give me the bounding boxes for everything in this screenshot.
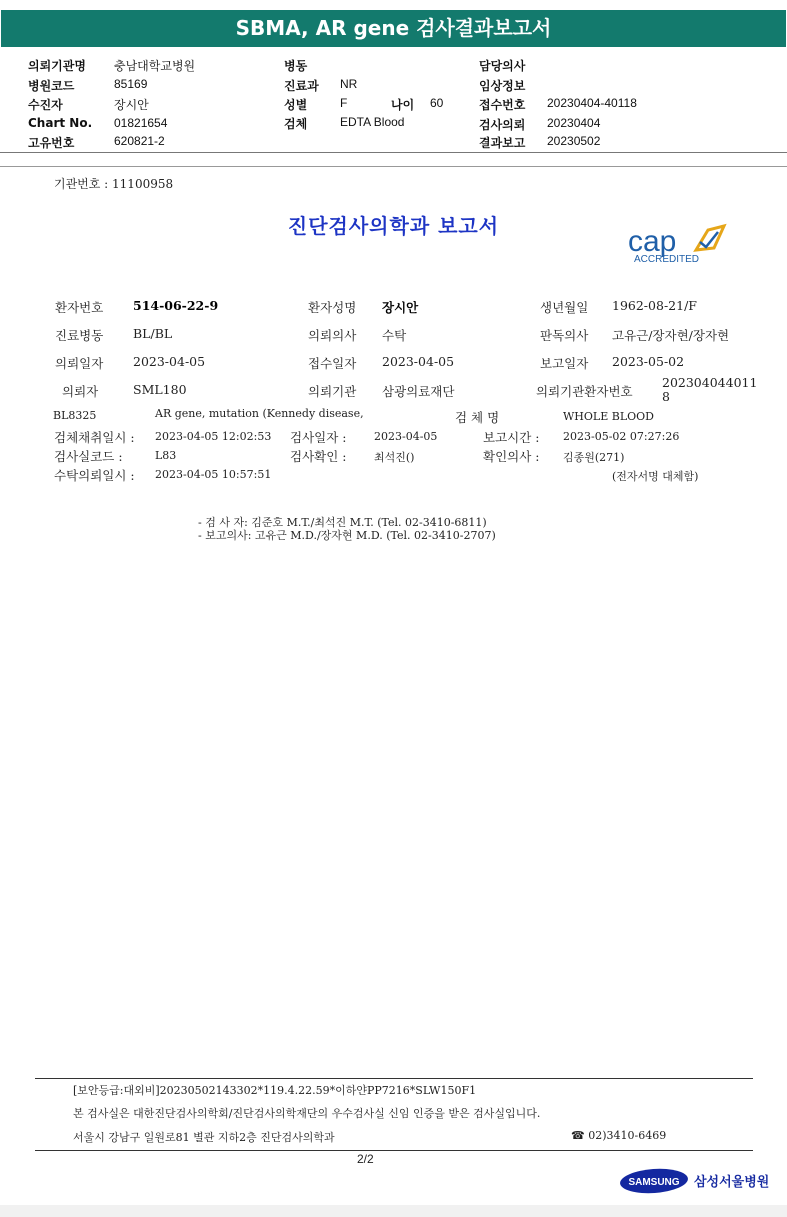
svg-text:SAMSUNG: SAMSUNG xyxy=(628,1177,680,1188)
label-institution-patient-no: 의뢰기관환자번호 xyxy=(536,384,633,399)
samsung-hospital-logo xyxy=(620,1166,770,1196)
value-lab-code: L83 xyxy=(155,449,177,462)
report-title: 진단검사의학과 보고서 xyxy=(287,214,500,238)
value-outsource-time: 2023-04-05 10:57:51 xyxy=(155,468,272,481)
test-name: AR gene, mutation (Kennedy disease, xyxy=(155,407,364,420)
header-label-result-date: 결과보고 xyxy=(479,136,526,150)
header-label-clinical-info: 임상정보 xyxy=(479,79,526,93)
header-value-hospital-code: 85169 xyxy=(114,77,148,91)
department-address: 서울시 강남구 일원로81 별관 지하2층 진단검사의학과 xyxy=(73,1131,335,1144)
header-label-receipt-no: 접수번호 xyxy=(479,98,526,112)
header-value-institution: 충남대학교병원 xyxy=(114,59,196,73)
document-title: SBMA, AR gene 검사결과보고서 xyxy=(1,10,786,47)
staff-reporting-doctor: - 보고의사: 고유근 M.D./장자현 M.D. (Tel. 02-3410-2707) xyxy=(198,529,496,542)
label-referring-institution: 의뢰기관 xyxy=(308,384,357,399)
header-label-department: 진료과 xyxy=(284,79,319,93)
header-label-specimen: 검체 xyxy=(284,117,308,131)
value-test-confirm: 최석진() xyxy=(374,451,415,464)
header-value-request-date: 20230404 xyxy=(547,116,601,130)
test-code: BL8325 xyxy=(53,409,97,422)
header-label-hospital-code: 병원코드 xyxy=(28,79,75,93)
footer-top-rule xyxy=(35,1078,753,1079)
value-receipt-date: 2023-04-05 xyxy=(382,354,455,369)
header-label-doctor: 담당의사 xyxy=(479,59,526,73)
value-patient-no: 514-06-22-9 xyxy=(133,298,219,313)
footer-bottom-rule xyxy=(35,1150,753,1151)
label-test-date: 검사일자 : xyxy=(290,430,347,445)
value-institution-patient-no-line1: 202304044011 xyxy=(662,375,758,390)
header-value-unique-no: 620821-2 xyxy=(114,134,165,148)
header-label-age: 나이 xyxy=(391,98,415,112)
label-requester: 의뢰자 xyxy=(62,384,99,399)
label-specimen-name: 검 체 명 xyxy=(455,410,500,425)
label-reading-doctor: 판독의사 xyxy=(540,328,589,343)
value-ward: BL/BL xyxy=(133,326,173,341)
value-referring-institution: 삼광의료재단 xyxy=(382,384,455,399)
value-report-date: 2023-05-02 xyxy=(612,354,685,369)
header-value-chart-no: 01821654 xyxy=(114,116,168,130)
label-referring-doctor: 의뢰의사 xyxy=(308,328,357,343)
label-lab-code: 검사실코드 : xyxy=(54,449,123,464)
value-specimen-name: WHOLE BLOOD xyxy=(563,410,654,423)
department-phone: ☎ 02)3410-6469 xyxy=(571,1129,667,1142)
label-patient-no: 환자번호 xyxy=(55,300,104,315)
value-institution-patient-no-line2: 8 xyxy=(662,389,670,404)
staff-tester: - 검 사 자: 김준호 M.T./최석진 M.T. (Tel. 02-3410-6811) xyxy=(198,516,487,529)
value-test-date: 2023-04-05 xyxy=(374,430,438,443)
value-patient-name: 장시안 xyxy=(382,300,419,315)
header-value-patient: 장시안 xyxy=(114,98,149,112)
label-report-date: 보고일자 xyxy=(540,356,589,371)
value-collection-time: 2023-04-05 12:02:53 xyxy=(155,430,272,443)
header-label-chart-no: Chart No. xyxy=(28,116,93,130)
header-divider xyxy=(0,152,787,153)
svg-text:cap: cap xyxy=(628,225,677,258)
electronic-signature-note: (전자서명 대체함) xyxy=(612,470,699,483)
header-value-specimen: EDTA Blood xyxy=(340,115,405,129)
svg-text:ACCREDITED: ACCREDITED xyxy=(634,254,700,265)
header-label-ward: 병동 xyxy=(284,59,308,73)
value-confirm-doctor: 김종원(271) xyxy=(563,451,625,464)
header-value-result-date: 20230502 xyxy=(547,134,601,148)
label-request-date: 의뢰일자 xyxy=(55,356,104,371)
header-divider-secondary xyxy=(0,166,787,167)
header-value-sex: F xyxy=(340,96,348,110)
cap-accredited-logo xyxy=(628,220,728,265)
header-label-request-date: 검사의뢰 xyxy=(479,118,526,132)
security-line: [보안등급:대외비]20230502143302*119.4.22.59*이하얀PP7216*SLW150F1 xyxy=(73,1084,477,1097)
label-collection-time: 검체채취일시 : xyxy=(54,430,135,445)
page-number: 2/2 xyxy=(357,1152,374,1166)
label-confirm-doctor: 확인의사 : xyxy=(483,449,540,464)
header-label-sex: 성별 xyxy=(284,98,308,112)
label-ward: 진료병동 xyxy=(55,328,104,343)
header-label-institution: 의뢰기관명 xyxy=(28,59,86,73)
value-referring-doctor: 수탁 xyxy=(382,328,407,343)
svg-text:삼성서울병원: 삼성서울병원 xyxy=(694,1175,770,1190)
header-value-age: 60 xyxy=(430,96,444,110)
label-receipt-date: 접수일자 xyxy=(308,356,357,371)
header-label-unique-no: 고유번호 xyxy=(28,136,75,150)
label-report-time: 보고시간 : xyxy=(483,430,540,445)
value-reading-doctor: 고유근/장자현/장자현 xyxy=(612,328,730,343)
value-request-date: 2023-04-05 xyxy=(133,354,206,369)
header-value-department: NR xyxy=(340,77,358,91)
header-label-patient: 수진자 xyxy=(28,98,63,112)
label-test-confirm: 검사확인 : xyxy=(290,449,347,464)
value-requester: SML180 xyxy=(133,382,187,397)
certification-note: 본 검사실은 대한진단검사의학회/진단검사의학재단의 우수검사실 신임 인증을 받은 검사실입니다. xyxy=(73,1107,541,1120)
value-birth-date: 1962-08-21/F xyxy=(612,298,697,313)
label-outsource-time: 수탁의뢰일시 : xyxy=(54,468,135,483)
value-report-time: 2023-05-02 07:27:26 xyxy=(563,430,680,443)
header-value-receipt-no: 20230404-40118 xyxy=(547,96,637,110)
institution-number: 기관번호 : 11100958 xyxy=(54,177,174,191)
label-birth-date: 생년월일 xyxy=(540,300,589,315)
label-patient-name: 환자성명 xyxy=(308,300,357,315)
